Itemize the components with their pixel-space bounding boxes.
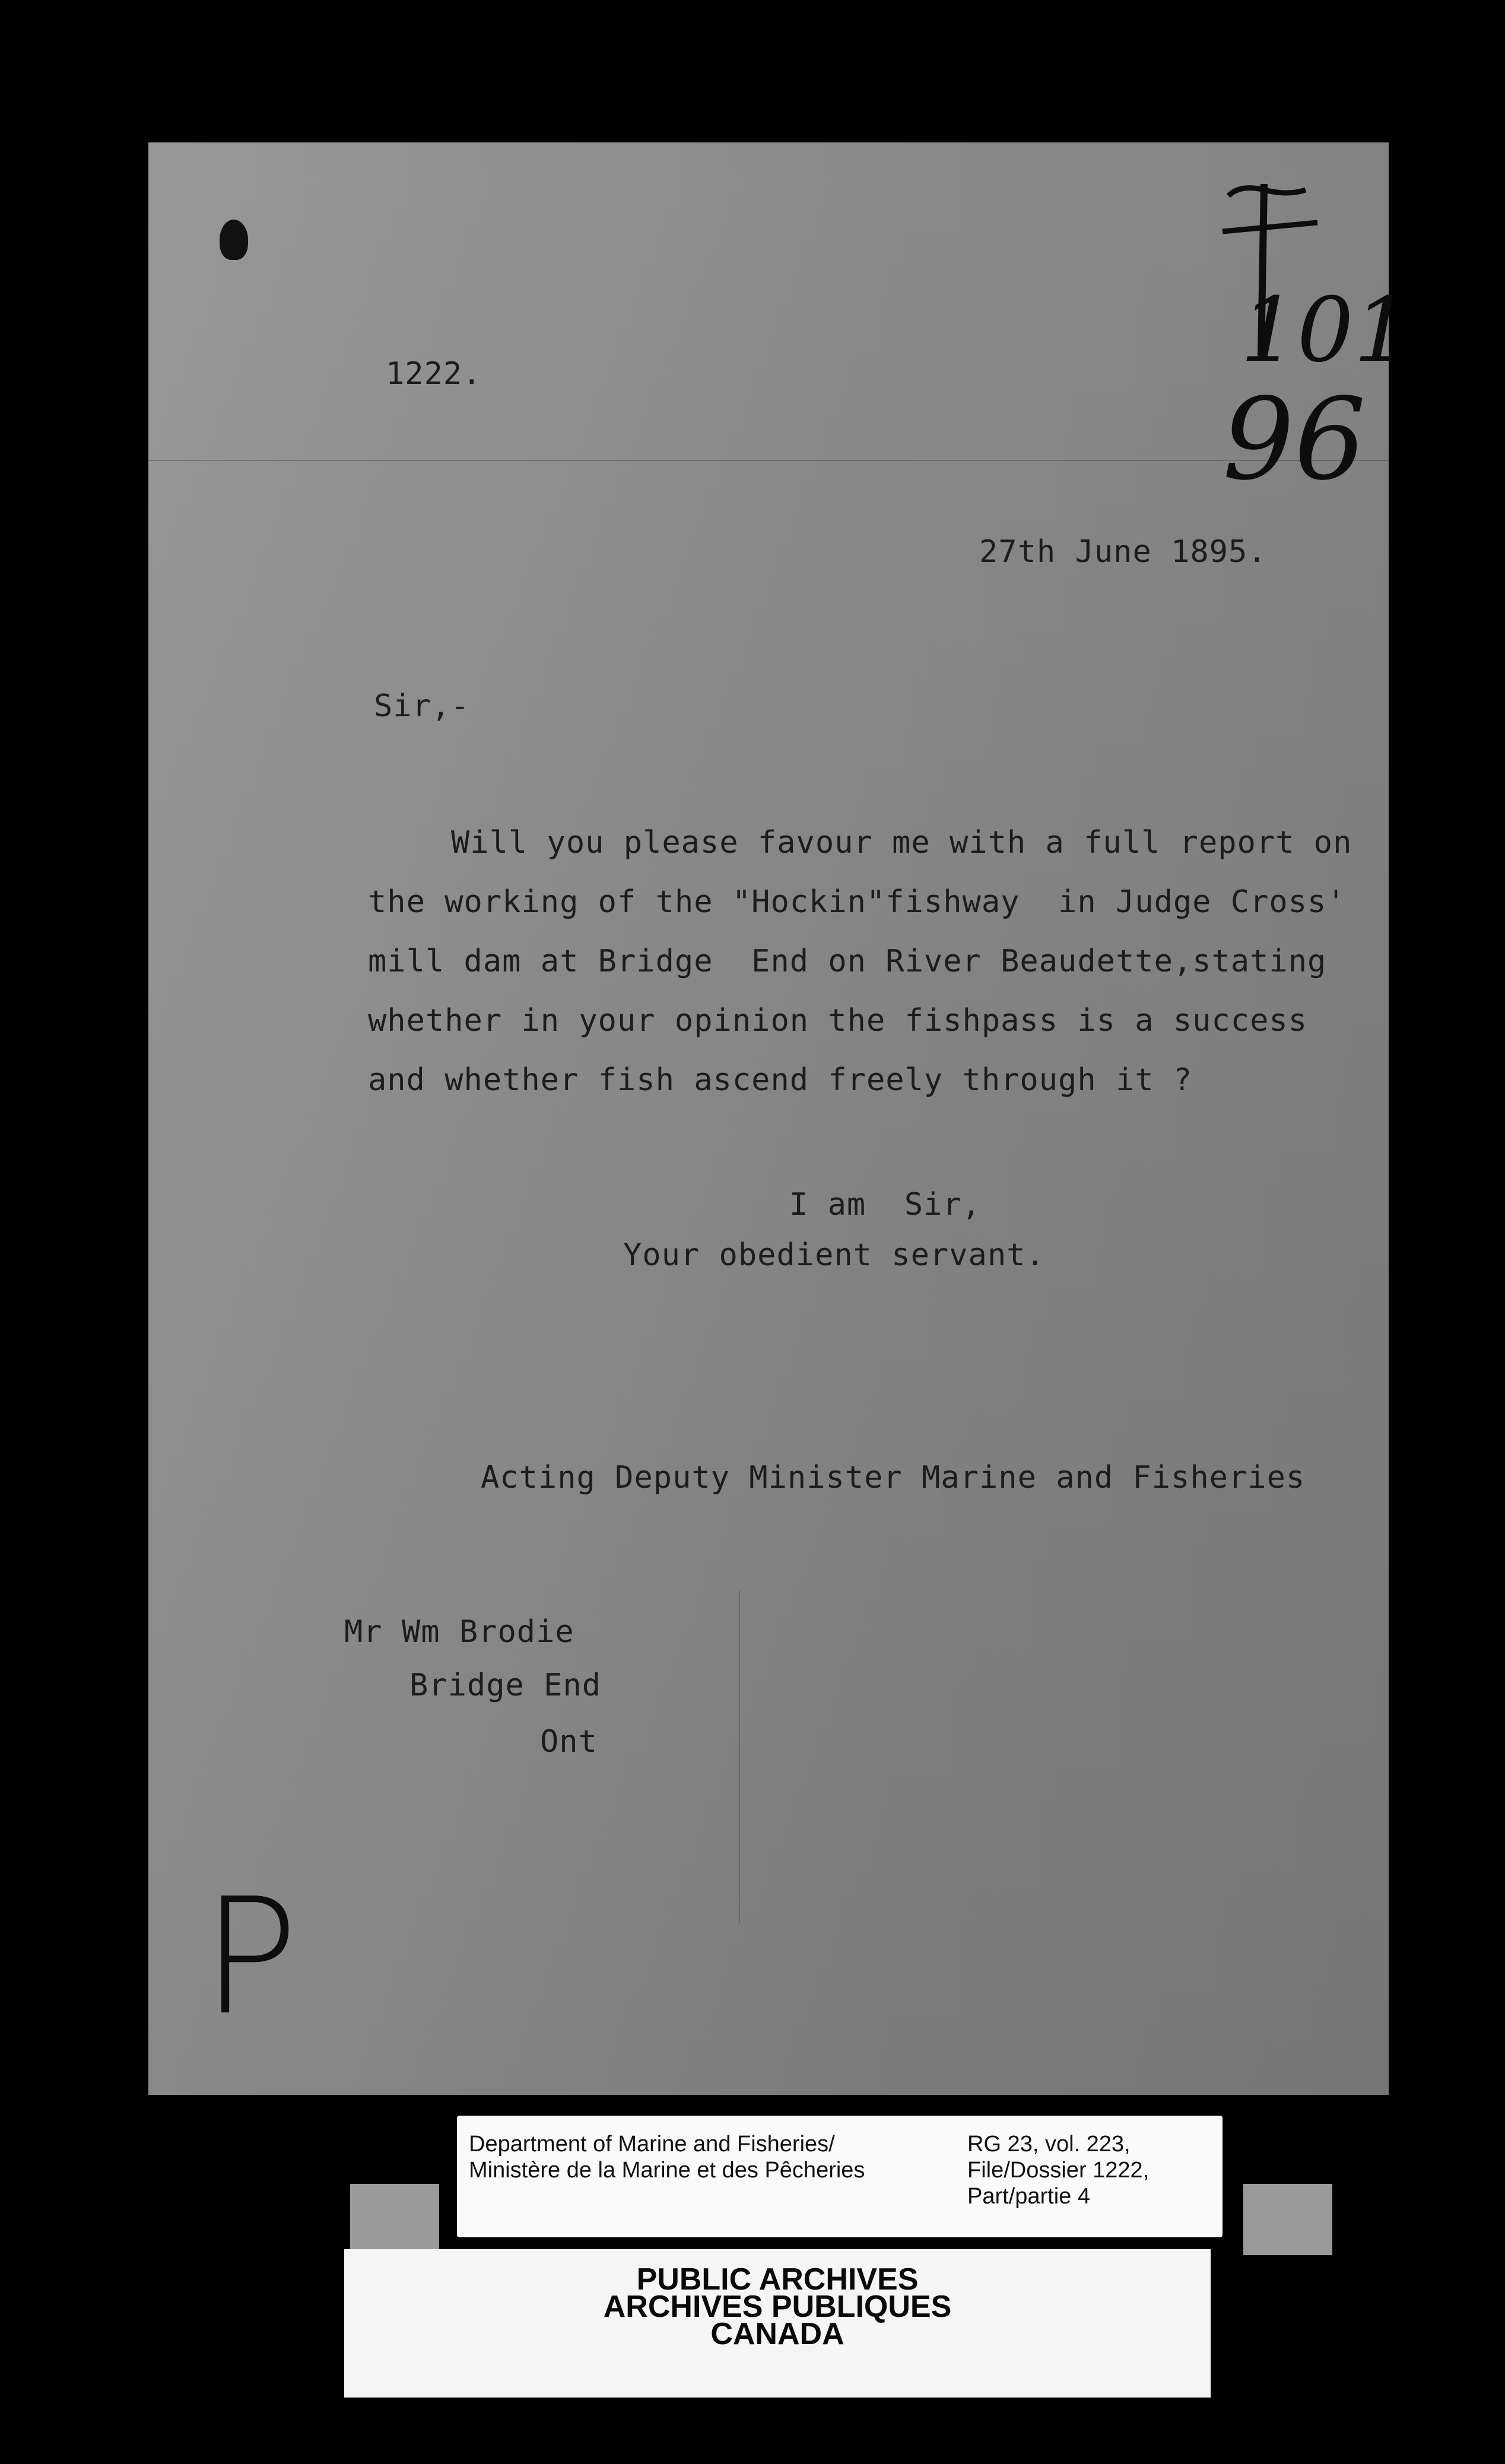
punch-hole-mark bbox=[220, 220, 248, 260]
department-name bbox=[469, 2131, 865, 2183]
addressee-line: Bridge End bbox=[409, 1668, 602, 1703]
archives-stamp bbox=[344, 2249, 1211, 2398]
letter-date: 27th June 1895. bbox=[979, 534, 1267, 570]
handwritten-struck-number-icon bbox=[1205, 166, 1323, 362]
department-line: Ministère de la Marine et des Pêcheries bbox=[469, 2158, 865, 2183]
archive-reference bbox=[967, 2131, 1149, 2209]
fold-line bbox=[148, 460, 1389, 461]
reference-line: Part/partie 4 bbox=[967, 2184, 1090, 2209]
tape-strip bbox=[1243, 2184, 1332, 2255]
signature-title: Acting Deputy Minister Marine and Fisheries bbox=[481, 1460, 1306, 1495]
handwritten-initial: P bbox=[202, 1863, 299, 2050]
addressee-line: Ont bbox=[540, 1724, 598, 1760]
handwritten-number-96: 96 bbox=[1223, 374, 1366, 505]
reference-line: RG 23, vol. 223, bbox=[967, 2132, 1131, 2157]
body-line: mill dam at Bridge End on River Beaudette,stating bbox=[368, 944, 1327, 979]
salutation: Sir,- bbox=[374, 688, 470, 724]
body-line: the working of the "Hockin"fishway in Judge Cross' bbox=[368, 884, 1346, 920]
crease-line bbox=[739, 1590, 740, 1923]
tape-strip bbox=[350, 2184, 439, 2255]
handwritten-number-101: 101 bbox=[1240, 279, 1411, 382]
body-line: whether in your opinion the fishpass is a success bbox=[368, 1003, 1308, 1039]
closing-line: Your obedient servant. bbox=[623, 1237, 1045, 1273]
body-line: and whether fish ascend freely through it ? bbox=[368, 1062, 1193, 1098]
addressee-line: Mr Wm Brodie bbox=[344, 1614, 574, 1650]
stamp-line: PUBLIC ARCHIVES bbox=[636, 2262, 919, 2297]
archive-reference-label bbox=[457, 2116, 1223, 2237]
letter-page bbox=[148, 142, 1411, 2095]
reference-line: File/Dossier 1222, bbox=[967, 2158, 1150, 2183]
file-number: 1222. bbox=[386, 356, 482, 392]
closing-line: I am Sir, bbox=[789, 1187, 982, 1223]
stamp-line: CANADA bbox=[710, 2317, 844, 2351]
stamp-line: ARCHIVES PUBLIQUES bbox=[603, 2290, 952, 2324]
body-line: Will you please favour me with a full report on bbox=[451, 825, 1352, 861]
department-line: Department of Marine and Fisheries/ bbox=[469, 2132, 835, 2157]
